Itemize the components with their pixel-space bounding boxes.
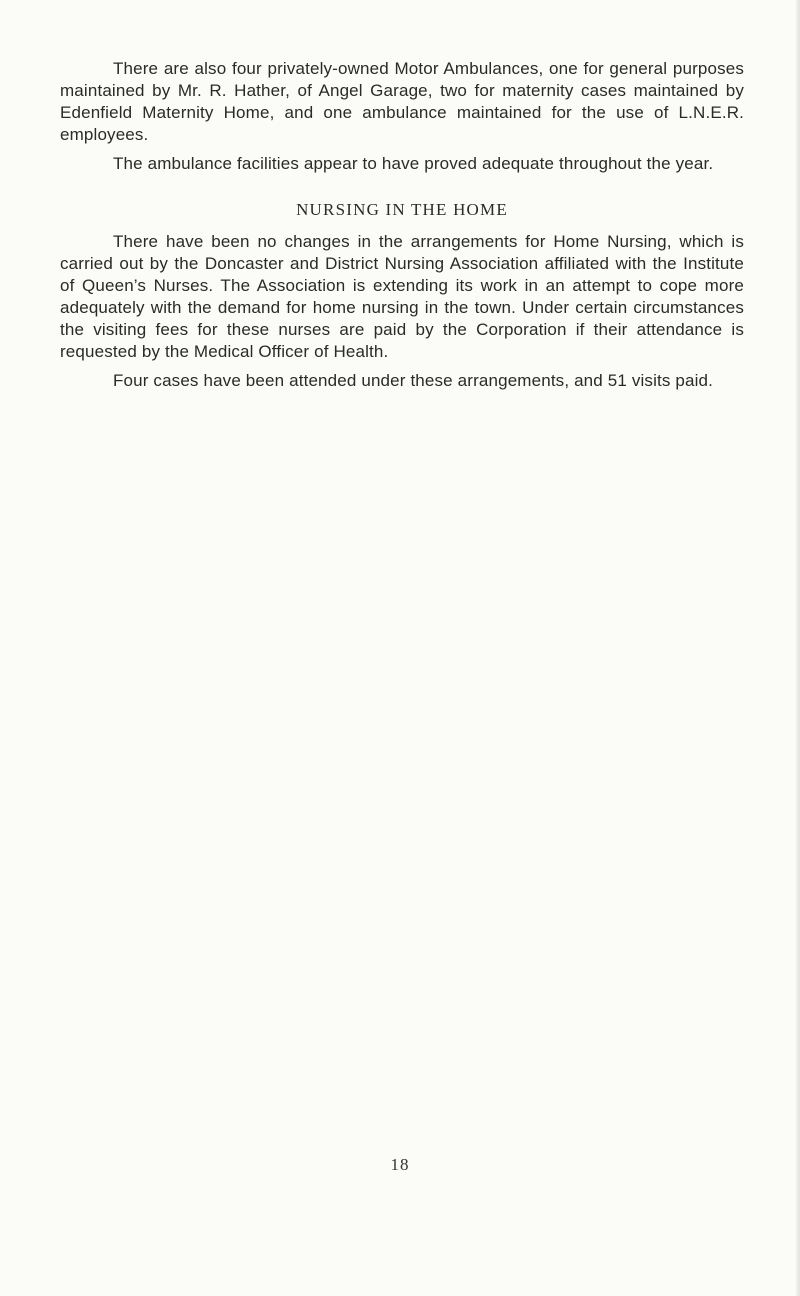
page-number: 18 (390, 1155, 410, 1174)
paragraph-home-nursing: There have been no changes in the arrangements for Home Nursing, which is carried out by the Doncaster and District Nursing Association affiliated with the Institute of Queen’s Nurses. The Association is extending its work in an attempt to cope more adequately with the demand for home nursing in the town. Under certain circumstances the visiting fees for these nurses are paid by the Corporation if their attendance is requested by the Medical Officer of Health. (60, 232, 744, 361)
document-body (60, 58, 744, 399)
page-edge (796, 0, 800, 1296)
paragraph-cases-attended: Four cases have been attended under these arrangements, and 51 visits paid. (113, 371, 714, 390)
paragraph-ambulances: There are also four privately-owned Motor Ambulances, one for general purposes maintained by Mr. R. Hather, of Angel Garage, two for maternity cases maintained by Edenfield Maternity Home, and one ambulance maintained for the use of L.N.E.R. employees. (60, 59, 744, 144)
paragraph-ambulance-facilities: The ambulance facilities appear to have proved adequate throughout the year. (113, 154, 714, 173)
section-heading: NURSING IN THE HOME (296, 200, 508, 219)
